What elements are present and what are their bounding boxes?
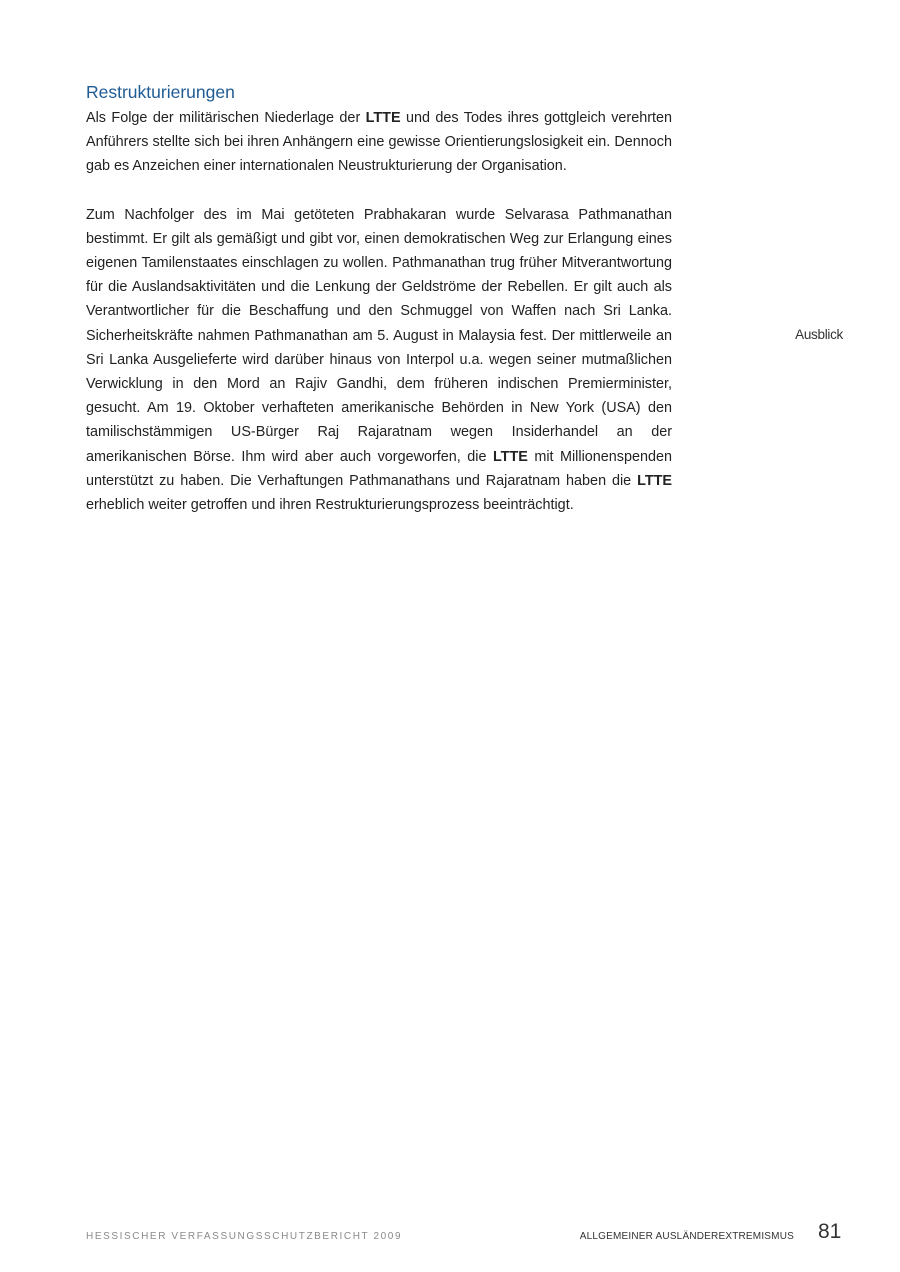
footer-chapter-title: ALLGEMEINER AUSLÄNDEREXTREMISMUS: [579, 1231, 794, 1242]
margin-note-ausblick: Ausblick: [795, 327, 843, 342]
section-heading: Restrukturierungen: [86, 82, 235, 102]
main-column: [86, 80, 672, 517]
bold-term: LTTE: [365, 110, 401, 126]
page-number: 81: [818, 1220, 842, 1243]
bold-term: LTTE: [637, 472, 672, 489]
paragraph-1: Als Folge der militärischen Niederlage der LTTE und des Todes ihres gottgleich verehrten Anführers stellte sich bei ihren Anhängern eine gewisse Orientierungslosigkeit ein. Dennoch gab es Anzeichen einer internationalen Neustrukturierung der Organisation.: [86, 110, 672, 175]
paragraph-2: Zum Nachfolger des im Mai getöteten Prabhakaran wurde Selvarasa Pathmanathan bestimmt. Er gilt als gemäßigt und gibt vor, einen demokratischen Weg zur Erlangung eines eigenen Tamilenstaates einschlagen zu wollen. Pathmanathan trug früher Mitverantwortung für die Auslandsaktivitäten und die Lenkung der Geldströme der Rebellen. Er gilt auch als Verantwortlicher für die Beschaffung und den Schmuggel von Waffen nach Sri Lanka. Sicherheitskräfte nahmen Pathmanathan am 5. August in Malaysia fest. Der mittlerweile an Sri Lanka Ausgelieferte wird darüber hinaus von Interpol u.a. wegen seiner mutmaßlichen Verwicklung in den Mord an Rajiv Gandhi, dem früheren indischen Premierminister, gesucht. Am 19. Oktober verhafteten amerikanische Behörden in New York (USA) den tamilischstämmigen US-Bürger Raj Rajaratnam wegen Insiderhandel an der amerikanischen Börse. Ihm wird aber auch vorgeworfen, die LTTE mit Millionenspenden unterstützt zu haben. Die Verhaftungen Pathmanathans und Rajaratnam haben die LTTE erheblich weiter getroffen und ihren Restrukturierungsprozess beeinträchtigt.: [86, 206, 672, 514]
bold-term: LTTE: [492, 448, 528, 465]
footer-report-title: HESSISCHER VERFASSUNGSSCHUTZBERICHT 2009: [86, 1231, 403, 1242]
